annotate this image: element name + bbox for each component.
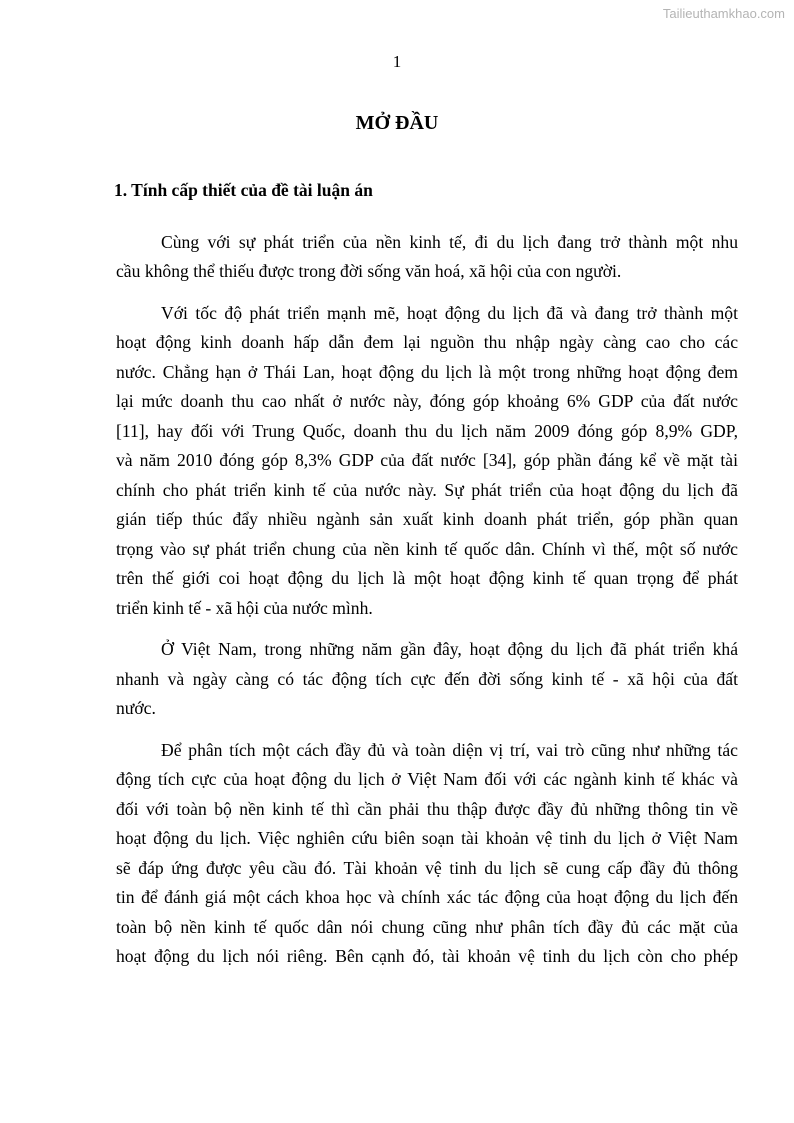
text-line: sẽ đáp ứng được yêu cầu đó. Tài khoản vệ tinh du lịch sẽ cung cấp đầy đủ thông: [116, 858, 738, 878]
text-line: toàn bộ nền kinh tế quốc dân nói chung cũng như phân tích đầy đủ các mặt của: [116, 917, 738, 937]
text-line: nước.: [116, 698, 156, 718]
text-line: gián tiếp thúc đẩy nhiều ngành sản xuất kinh doanh phát triển, góp phần quan: [116, 509, 738, 529]
text-line: động tích cực của hoạt động du lịch ở Việt Nam đối với các ngành kinh tế khác và: [116, 769, 738, 789]
text-line: Cùng với sự phát triển của nền kinh tế, đi du lịch đang trở thành một nhu: [161, 232, 738, 252]
text-line: [11], hay đối với Trung Quốc, doanh thu du lịch năm 2009 đóng góp 8,9% GDP,: [116, 421, 738, 441]
text-line: Để phân tích một cách đầy đủ và toàn diện vị trí, vai trò cũng như những tác: [161, 740, 738, 760]
text-line: hoạt động du lịch. Việc nghiên cứu biên soạn tài khoản vệ tinh du lịch ở Việt Nam: [116, 828, 738, 848]
text-line: hoạt động du lịch nói riêng. Bên cạnh đó, tài khoản vệ tinh du lịch còn cho phép: [116, 946, 738, 966]
text-line: đối với toàn bộ nền kinh tế thì cần phải thu thập được đầy đủ những thông tin về: [116, 799, 738, 819]
text-line: Với tốc độ phát triển mạnh mẽ, hoạt động du lịch đã và đang trở thành một: [161, 303, 738, 323]
text-line: và năm 2010 đóng góp 8,3% GDP của đất nước [34], góp phần đáng kể về mặt tài: [116, 450, 738, 470]
text-line: hoạt động kinh doanh hấp dẫn đem lại nguồn thu nhập ngày càng cao cho các: [116, 332, 738, 352]
watermark: Tailieuthamkhao.com: [662, 6, 785, 21]
text-line: cầu không thể thiếu được trong đời sống văn hoá, xã hội của con người.: [116, 261, 622, 281]
page-number: 1: [392, 52, 402, 71]
text-line: chính cho phát triển kinh tế của nước này. Sự phát triển của hoạt động du lịch đã: [116, 480, 738, 500]
text-line: nước. Chẳng hạn ở Thái Lan, hoạt động du lịch là một trong những hoạt động đem: [116, 362, 738, 382]
text-line: tin để đánh giá một cách khoa học và chính xác tác động của hoạt động du lịch đến: [116, 887, 738, 907]
text-line: trọng vào sự phát triển chung của nền kinh tế quốc dân. Chính vì thế, một số nước: [116, 539, 738, 559]
text-line: lại mức doanh thu cao nhất ở nước này, đóng góp khoảng 6% GDP của đất nước: [116, 391, 738, 411]
text-line: Ở Việt Nam, trong những năm gần đây, hoạt động du lịch đã phát triển khá: [161, 639, 738, 659]
page-title: MỞ ĐẦU: [355, 112, 439, 134]
text-line: trên thế giới coi hoạt động du lịch là một hoạt động kinh tế quan trọng để phát: [116, 568, 738, 588]
text-line: nhanh và ngày càng có tác động tích cực đến đời sống kinh tế - xã hội của đất: [116, 669, 738, 689]
section-heading: 1. Tính cấp thiết của đề tài luận án: [114, 180, 373, 200]
text-line: triển kinh tế - xã hội của nước mình.: [116, 598, 373, 618]
